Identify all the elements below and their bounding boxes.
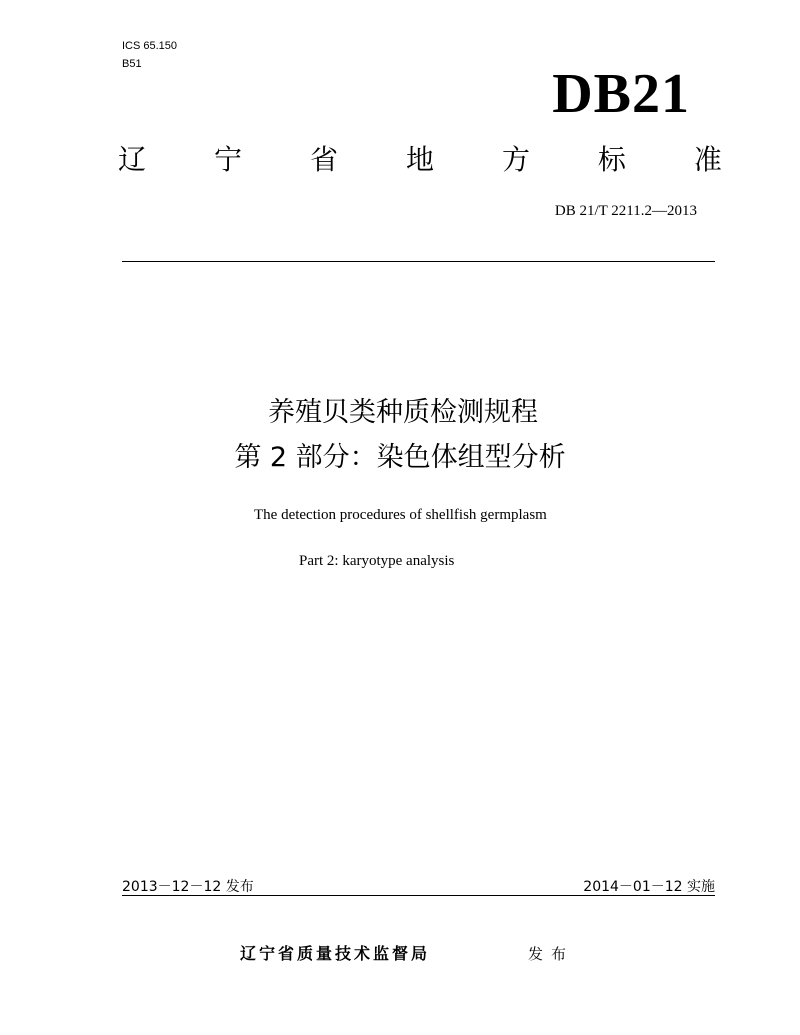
standard-type-char: 地	[405, 143, 434, 176]
standard-type-char: 方	[501, 143, 530, 176]
standard-type-char: 辽	[118, 143, 147, 176]
title-english-line-2: Part 2: karyotype analysis	[299, 553, 455, 569]
implementation-date: 2014－01－12 实施	[583, 879, 715, 895]
ics-code: ICS 65.150	[122, 40, 178, 52]
standard-type-char: 省	[309, 143, 338, 176]
standard-code-logo: DB21	[552, 63, 690, 125]
ccs-code: B51	[122, 58, 142, 70]
title-chinese-line-2: 第 2 部分：染色体组型分析	[234, 442, 566, 473]
title-chinese-line-1: 养殖贝类种质检测规程	[268, 397, 538, 428]
publisher-name: 辽宁省质量技术监督局	[240, 944, 431, 963]
standard-type-heading	[118, 140, 722, 180]
standard-type-char: 标	[597, 143, 626, 176]
header-divider	[122, 261, 715, 262]
standard-number: DB 21/T 2211.2—2013	[554, 203, 697, 219]
publish-label: 发布	[528, 945, 575, 963]
footer-divider	[122, 895, 715, 896]
standard-type-char: 准	[693, 143, 722, 176]
standard-type-char: 宁	[213, 143, 242, 176]
title-english-line-1: The detection procedures of shellfish germplasm	[254, 507, 547, 523]
issue-date: 2013－12－12 发布	[122, 879, 254, 895]
